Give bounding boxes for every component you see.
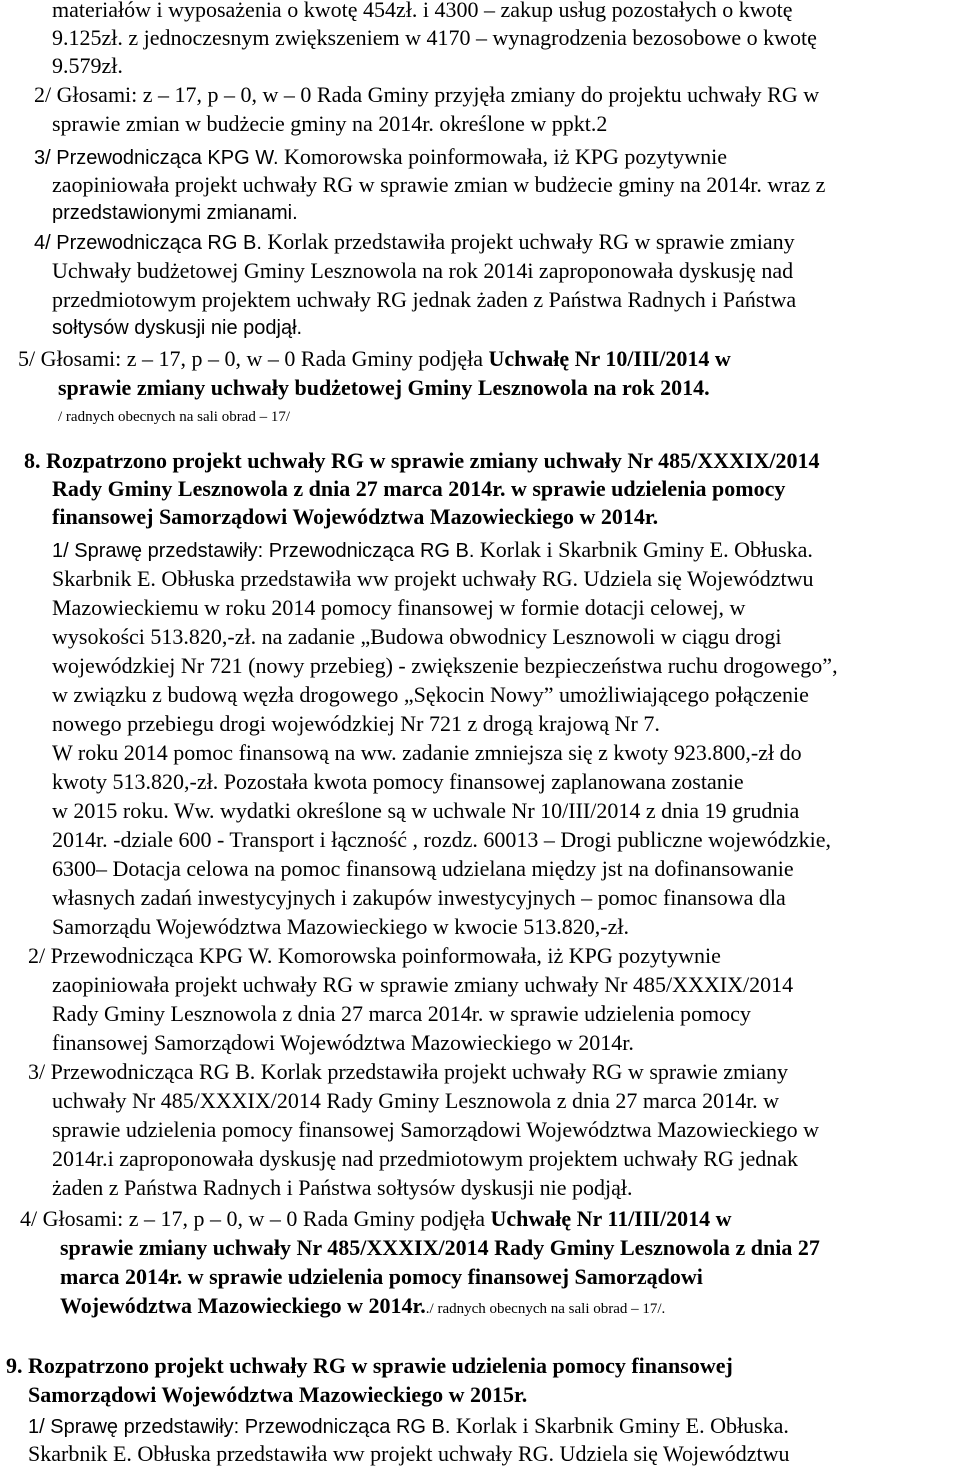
text-line: 6300– Dotacja celowa na pomoc finansową udzielana między jst na dofinansowanie [52,856,794,881]
text-line: Skarbnik E. Obłuska przedstawiła ww projekt uchwały RG. Udziela się Województwu [52,566,814,591]
text-line: przedstawionymi zmianami. [52,202,298,224]
text-line: 2014r. -dziale 600 - Transport i łączność , rozdz. 60013 – Drogi publiczne wojewódzkie, [52,827,831,852]
text-line: kwoty 513.820,-zł. Pozostała kwota pomocy finansowej zaplanowana zostanie [52,769,744,794]
text-line: 4/ Przewodnicząca RG B. Korlak przedstawiła projekt uchwały RG w sprawie zmiany [34,229,795,254]
text-line: sołtysów dyskusji nie podjął. [52,317,303,339]
text-line: zaopiniowała projekt uchwały RG w sprawie zmiany uchwały Nr 485/XXXIX/2014 [52,972,794,997]
text-line: Województwa Mazowieckiego w 2014r../ radnych obecnych na sali obrad – 17/. [60,1293,666,1318]
text-line: 3/ Przewodnicząca RG B. Korlak przedstawiła projekt uchwały RG w sprawie zmiany [28,1059,788,1084]
text-line: Rady Gminy Lesznowola z dnia 27 marca 2014r. w sprawie udzielenia pomocy [52,1001,751,1026]
section-heading: 9. Rozpatrzono projekt uchwały RG w sprawie udzielenia pomocy finansowej [6,1353,733,1378]
text-line: finansowej Samorządowi Województwa Mazowieckiego w 2014r. [52,1030,634,1055]
text-line: 9.579zł. [52,53,123,78]
text-line: marca 2014r. w sprawie udzielenia pomocy finansowej Samorządowi [60,1264,703,1289]
text-line: uchwały Nr 485/XXXIX/2014 Rady Gminy Lesznowola z dnia 27 marca 2014r. w [52,1088,780,1113]
text-line: 4/ Głosami: z – 17, p – 0, w – 0 Rada Gminy podjęła Uchwałę Nr 11/III/2014 w [20,1206,732,1231]
section-heading: Rady Gminy Lesznowola z dnia 27 marca 2014r. w sprawie udzielenia pomocy [52,476,786,501]
text-line: 1/ Sprawę przedstawiły: Przewodnicząca RG B. Korlak i Skarbnik Gminy E. Obłuska. [52,537,813,562]
text-line: 9.125zł. z jednoczesnym zwiększeniem w 4170 – wynagrodzenia bezosobowe o kwotę [52,25,817,50]
text-line: / radnych obecnych na sali obrad – 17/ [58,409,291,425]
text-line: Mazowieckiemu w roku 2014 pomocy finansowej w formie dotacji celowej, w [52,595,746,620]
text-line: własnych zadań inwestycyjnych i zakupów inwestycyjnych – pomoc finansowa dla [52,885,786,910]
text-line: w związku z budową węzła drogowego „Sękocin Nowy” umożliwiającego połączenie [52,682,809,707]
section-heading: finansowej Samorządowi Województwa Mazowieckiego w 2014r. [52,504,659,529]
section-heading: Samorządowi Województwa Mazowieckiego w 2015r. [28,1382,528,1407]
section-heading: 8. Rozpatrzono projekt uchwały RG w sprawie zmiany uchwały Nr 485/XXXIX/2014 [24,448,820,473]
text-line: 5/ Głosami: z – 17, p – 0, w – 0 Rada Gminy podjęła Uchwałę Nr 10/III/2014 w [18,346,731,371]
text-line: żaden z Państwa Radnych i Państwa sołtysów dyskusji nie podjął. [52,1175,633,1200]
text-line: 1/ Sprawę przedstawiły: Przewodnicząca RG B. Korlak i Skarbnik Gminy E. Obłuska. [28,1413,789,1438]
text-line: 2/ Przewodnicząca KPG W. Komorowska poinformowała, iż KPG pozytywnie [28,943,721,968]
text-line: 3/ Przewodnicząca KPG W. Komorowska poinformowała, iż KPG pozytywnie [34,144,728,169]
text-line: Skarbnik E. Obłuska przedstawiła ww projekt uchwały RG. Udziela się Województwu [28,1441,790,1466]
text-line: wojewódzkiej Nr 721 (nowy przebieg) - zwiększenie bezpieczeństwa ruchu drogowego”, [52,653,838,678]
text-line: sprawie zmiany uchwały budżetowej Gminy Lesznowola na rok 2014. [58,375,710,400]
text-line: materiałów i wyposażenia o kwotę 454zł. i 4300 – zakup usług pozostałych o kwotę [52,0,793,22]
text-line: W roku 2014 pomoc finansową na ww. zadanie zmniejsza się z kwoty 923.800,-zł do [52,740,802,765]
text-line: sprawie zmian w budżecie gminy na 2014r. określone w ppkt.2 [52,111,608,136]
text-line: 2/ Głosami: z – 17, p – 0, w – 0 Rada Gminy przyjęła zmiany do projektu uchwały RG w [34,82,820,107]
text-line: sprawie udzielenia pomocy finansowej Samorządowi Województwa Mazowieckiego w [52,1117,819,1142]
text-line: nowego przebiegu drogi wojewódzkiej Nr 721 z drogą krajową Nr 7. [52,711,660,736]
text-line: w 2015 roku. Ww. wydatki określone są w uchwale Nr 10/III/2014 z dnia 19 grudnia [52,798,800,823]
text-line: zaopiniowała projekt uchwały RG w sprawie zmian w budżecie gminy na 2014r. wraz z [52,172,826,197]
text-line: Uchwały budżetowej Gminy Lesznowola na rok 2014i zaproponowała dyskusję nad [52,258,794,283]
text-line: wysokości 513.820,-zł. na zadanie „Budowa obwodnicy Lesznowoli w ciągu drogi [52,624,782,649]
text-line: przedmiotowym projektem uchwały RG jednak żaden z Państwa Radnych i Państwa [52,287,797,312]
text-line: 2014r.i zaproponowała dyskusję nad przedmiotowym projektem uchwały RG jednak [52,1146,798,1171]
text-line: Samorządu Województwa Mazowieckiego w kwocie 513.820,-zł. [52,914,629,939]
text-line: sprawie zmiany uchwały Nr 485/XXXIX/2014 Rady Gminy Lesznowola z dnia 27 [60,1235,820,1260]
